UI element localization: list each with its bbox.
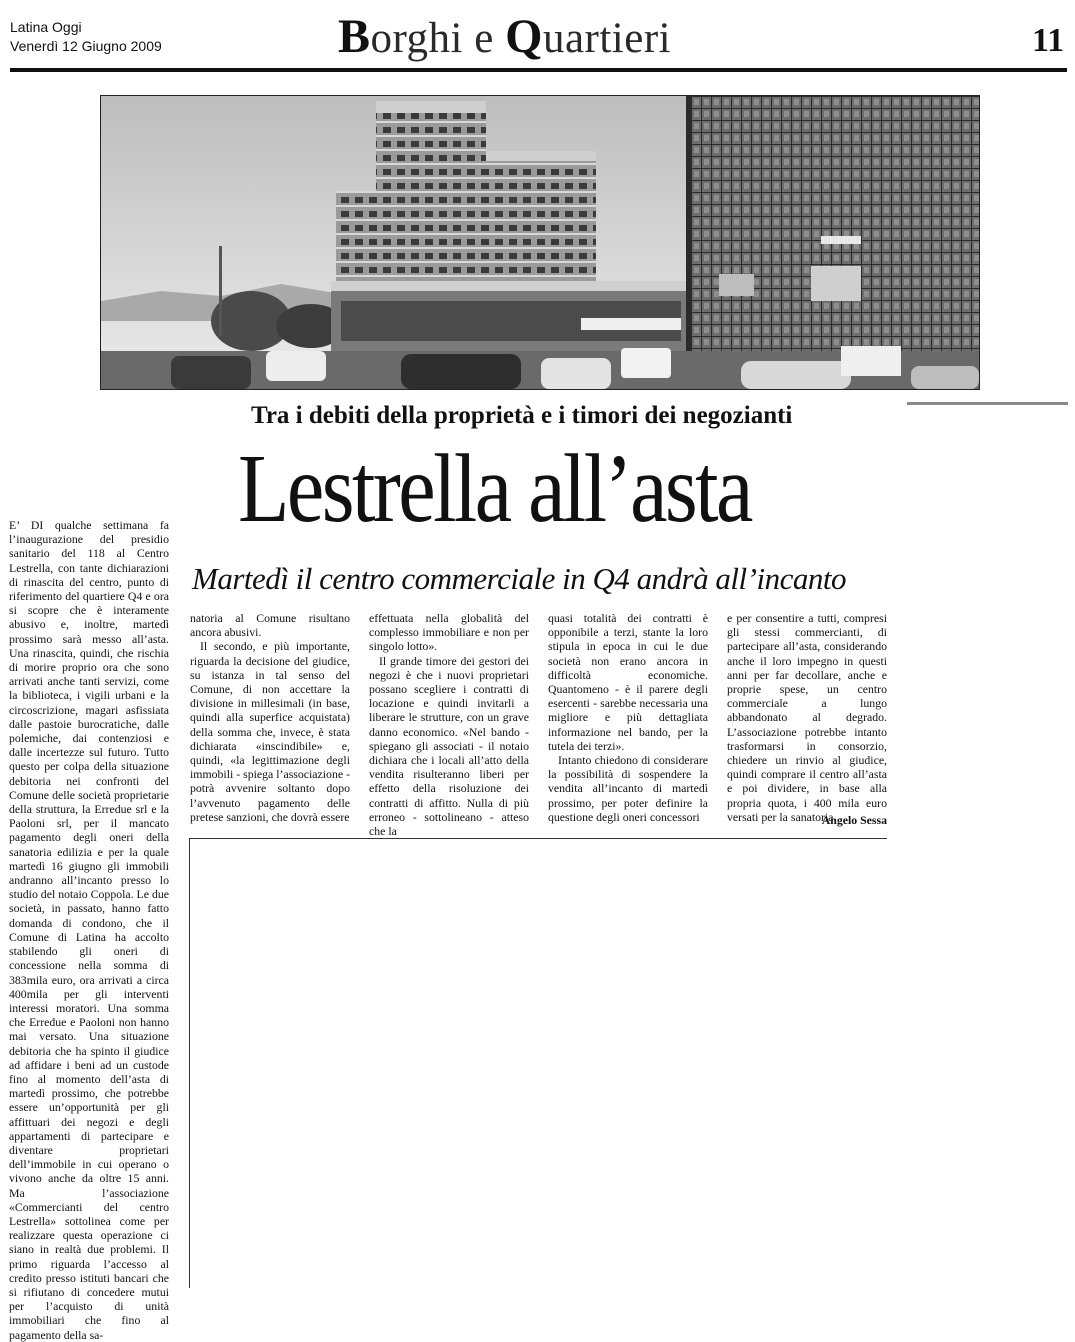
section-initial-b: B — [338, 10, 371, 63]
paragraph: natoria al Comune risultano ancora abusivi. — [190, 611, 350, 640]
article-column-3 — [369, 611, 529, 839]
paragraph: Il grande timore dei gestori dei negozi è che i nuovi proprietari possano scegliere i contratti di locazione e quindi invitarli a liberare le strutture, con un grave danno economico. «Nel bando - spiegano gli associati - il notaio dichiara che i locali all’atto della vendita risulteranno liberi per effetto della risoluzione dei contratti di affitto. Nulla di più erroneo - sottolineano - atteso che la — [369, 653, 529, 839]
body-rule — [190, 838, 887, 839]
article-byline: Angelo Sessa — [821, 813, 887, 827]
article-subhead: Martedì il centro commerciale in Q4 andrà all’incanto — [192, 561, 846, 596]
column-divider — [189, 838, 190, 1288]
decorative-rule — [907, 402, 1068, 405]
paragraph: Il secondo, e più importante, riguarda la decisione del giudice, su istanza in tal senso del Comune, di non accettare la divisione in millesimali (in base, quindi alla superfice acquistata) della somma che, invece, è stata dichiarata «inscindibile» e, quindi, «la legittimazione degli immobili - spiega l’associazione - potrà avvenire soltanto dopo l’avvenuto pagamento delle pretese sanzioni, che dovrà essere — [190, 639, 350, 824]
article-column-2 — [190, 611, 350, 827]
masthead-info — [10, 18, 162, 56]
section-word-borghi: orghi — [370, 15, 464, 62]
paragraph: Intanto chiedono di considerare la possibilità di sospendere la vendita all’incanto di martedì prossimo, per poter definire la questione degli oneri concessori — [548, 753, 708, 824]
section-initial-q: Q — [505, 10, 543, 63]
section-title — [338, 12, 671, 64]
issue-date: Venerdì 12 Giugno 2009 — [10, 38, 162, 54]
article-kicker: Tra i debiti della proprietà e i timori dei negozianti — [251, 402, 793, 429]
article-column-4 — [548, 611, 708, 827]
section-conjunction: e — [474, 15, 494, 62]
newspaper-name: Latina Oggi — [10, 19, 82, 35]
section-word-quartieri: uartieri — [542, 15, 672, 62]
masthead-rule — [10, 68, 1067, 72]
paragraph: e per consentire a tutti, compresi gli stessi commercianti, di partecipare all’asta, considerando anche il loro impegno in questi anni per far decollare, anche e proprie spese, un centro commerciale a lungo abbandonato al degrado. L’associazione potrebbe intanto trasformarsi in consorzio, chiedere un rinvio al giudice, quindi comprare il centro all’asta e poi dividere, in base alla propria quota, i 400 mila euro versati per la sanatoria. — [727, 611, 887, 824]
photo-illustration — [101, 96, 979, 389]
page-number: 11 — [1032, 22, 1065, 59]
article-headline: Lestrella all’asta — [238, 435, 751, 543]
paragraph: effettuata nella globalità del complesso immobiliare e non per singolo lotto». — [369, 611, 529, 654]
article-column-1 — [9, 518, 169, 1342]
article-photo — [100, 95, 980, 390]
paragraph: E’ DI qualche settimana fa l’inaugurazione del presidio sanitario del 118 al Centro Lestrella, con tante dichiarazioni di rinascita del centro, punto di riferimento del quartiere Q4 e ora si scopre che è interamente abusivo e, inoltre, martedì prossimo sarà messo all’asta. Una rinascita, quindi, che rischia di morire proprio ora che sono arrivati anche tanti servizi, come la biblioteca, i vigili urbani e la circoscrizione, magari asfissiata dalle pastoie burocratiche, dalle polemiche, dai contenziosi e dalle incertezze sul futuro. Tutto questo per colpa della situazione debitoria nei confronti del Comune delle società proprietarie della struttura, la Erredue srl e la Paoloni srl, per il mancato pagamento degli oneri della sanatoria edilizia e per la quale martedì 16 giugno gli immobili andranno all’incanto presso lo studio del notaio Coppola. Le due società, in passato, hanno fatto domanda di condono, che il Comune di Latina ha accolto stabilendo gli oneri di concessione nella somma di 383mila euro, ora arrivati a circa 400mila per gli interventi interessi moratori. Una somma che Erredue e Paoloni non hanno mai versato. Una situazione debitoria che ha spinto il giudice ad affidare i beni ad un custode fino al momento dell’asta di martedì prossimo, che potrebbe essere un’opportunità per gli affittuari dei negozi e degli appartamenti di partecipare e diventare proprietari dell’immobile in cui operano o vivono anche da oltre 15 anni. Ma l’associazione «Commercianti del centro Lestrella» sottolinea come per realizzare questa operazione ci siano in realtà due problemi. Il primo riguarda l’accesso al credito presso istituti bancari che si rifiutano di concedere mutui per l’acquisto di unità immobiliari che fino al pagamento della sa- — [9, 518, 169, 1342]
paragraph: quasi totalità dei contratti è opponibile a terzi, stante la loro stipula in epoca in cui le due società non erano ancora in difficoltà economiche. Quantomeno - è il parere degli esercenti - sarebbe necessaria una migliore e più dettagliata informazione nel bando, per la tutela dei terzi». — [548, 611, 708, 753]
